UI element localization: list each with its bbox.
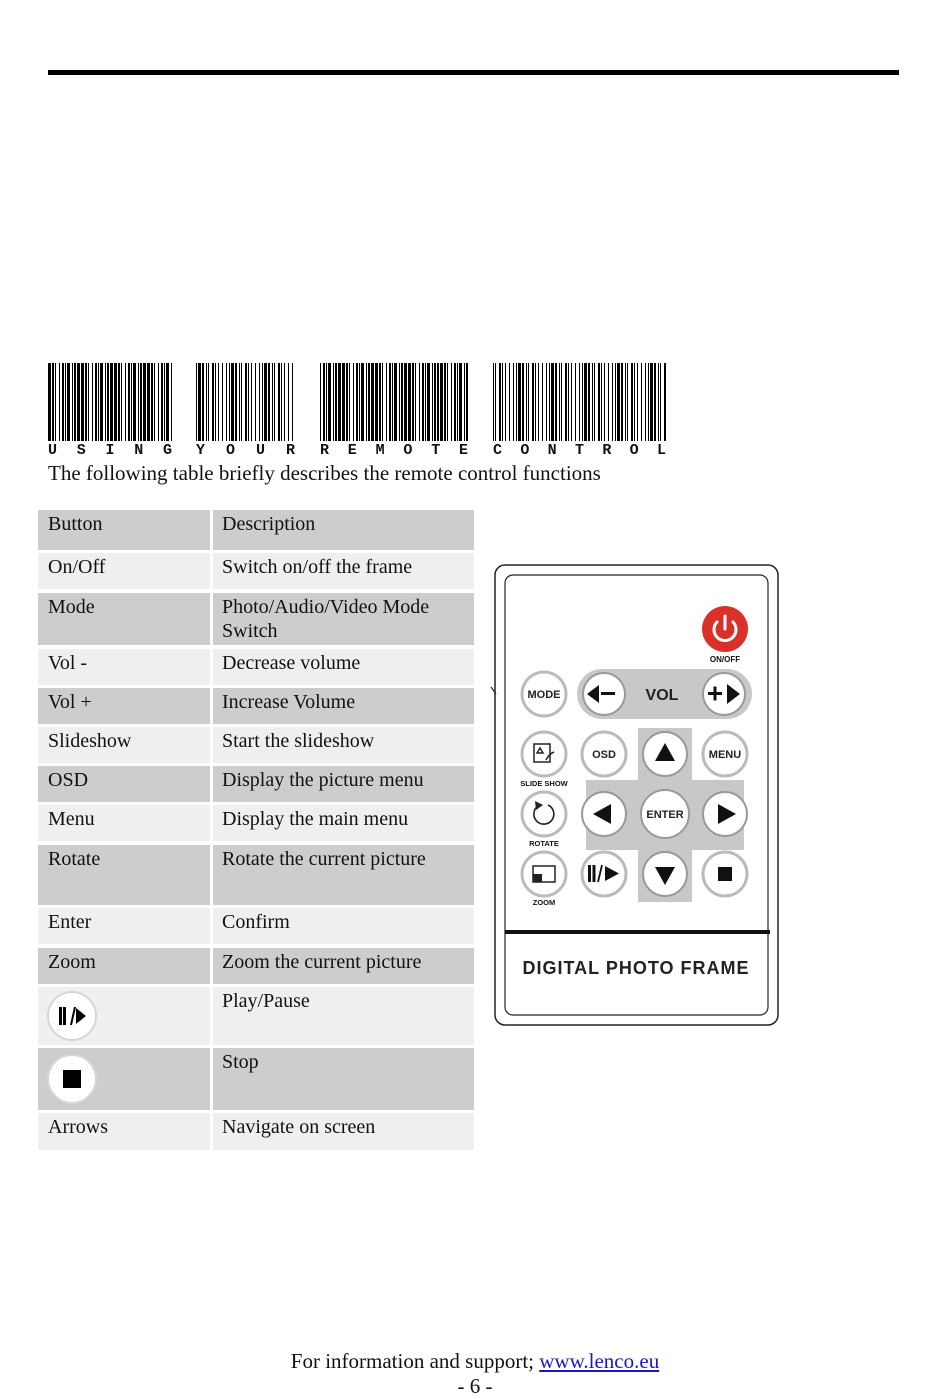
table-row bbox=[38, 766, 474, 802]
menu-label: MENU bbox=[708, 749, 742, 761]
table-row bbox=[38, 727, 474, 763]
support-link[interactable]: www.lenco.eu bbox=[539, 1349, 660, 1373]
row-description: Switch on/off the frame bbox=[213, 553, 474, 589]
table-row bbox=[38, 805, 474, 841]
row-button: Enter bbox=[38, 908, 210, 944]
play-pause-icon bbox=[47, 991, 97, 1041]
osd-label: OSD bbox=[592, 749, 616, 761]
row-description: Zoom the current picture bbox=[213, 948, 474, 984]
row-button: Vol - bbox=[38, 649, 210, 685]
row-button: On/Off bbox=[38, 553, 210, 589]
heading-word-your bbox=[196, 363, 295, 459]
heading-word-text bbox=[493, 442, 666, 459]
heading-letter: U bbox=[48, 442, 58, 459]
heading-letter: O bbox=[225, 442, 235, 459]
table-row bbox=[38, 845, 474, 905]
slideshow-label: SLIDE SHOW bbox=[520, 779, 568, 788]
heading-letter: O bbox=[403, 442, 413, 459]
row-button: Vol + bbox=[38, 688, 210, 724]
header-button: Button bbox=[38, 510, 210, 550]
table-row bbox=[38, 593, 474, 645]
barcode-bar bbox=[293, 363, 295, 441]
row-description: Play/Pause bbox=[213, 987, 474, 1045]
brand-label: DIGITAL PHOTO FRAME bbox=[522, 958, 750, 978]
barcode-bars bbox=[493, 363, 666, 441]
table-row bbox=[38, 1048, 474, 1110]
table-row bbox=[38, 553, 474, 589]
heading-letter: E bbox=[458, 442, 468, 459]
support-text: For information and support; bbox=[290, 1349, 540, 1373]
barcode-bars bbox=[320, 363, 468, 441]
barcode-bars bbox=[196, 363, 295, 441]
heading-letter: R bbox=[285, 442, 295, 459]
row-description: Confirm bbox=[213, 908, 474, 944]
row-button: Rotate bbox=[38, 845, 210, 905]
table-row bbox=[38, 908, 474, 944]
row-button: Zoom bbox=[38, 948, 210, 984]
row-description: Increase Volume bbox=[213, 688, 474, 724]
row-description: Photo/Audio/Video Mode Switch bbox=[213, 593, 474, 645]
row-description: Start the slideshow bbox=[213, 727, 474, 763]
heading-letter: L bbox=[656, 442, 666, 459]
zoom-button bbox=[522, 852, 566, 896]
vol-label: VOL bbox=[645, 687, 679, 704]
stop-icon bbox=[47, 1054, 97, 1104]
table-row bbox=[38, 649, 474, 685]
row-button: Mode bbox=[38, 593, 210, 645]
heading-letter: M bbox=[375, 442, 385, 459]
row-button bbox=[38, 987, 210, 1045]
heading-letter: O bbox=[520, 442, 530, 459]
top-rule bbox=[48, 70, 899, 75]
row-button: Arrows bbox=[38, 1113, 210, 1150]
table-row bbox=[38, 987, 474, 1045]
row-button: Slideshow bbox=[38, 727, 210, 763]
heading-letter: E bbox=[347, 442, 357, 459]
heading-letter: N bbox=[547, 442, 557, 459]
heading-letter: N bbox=[134, 442, 144, 459]
heading-word-text bbox=[48, 442, 172, 459]
support-line bbox=[0, 1349, 950, 1374]
page-footer bbox=[0, 1349, 950, 1399]
remote-control-illustration bbox=[488, 560, 784, 1032]
barcode-bar bbox=[466, 363, 468, 441]
page-number: - 6 - bbox=[457, 1374, 493, 1398]
row-description: Decrease volume bbox=[213, 649, 474, 685]
rotate-button bbox=[522, 792, 566, 836]
intro-text: The following table briefly describes the remote control functions bbox=[48, 461, 601, 485]
heading-letter: C bbox=[493, 442, 503, 459]
heading-word-control bbox=[493, 363, 666, 459]
table-header-row bbox=[38, 510, 474, 550]
heading-letter: R bbox=[320, 442, 330, 459]
enter-label: ENTER bbox=[646, 809, 684, 821]
heading-letter: S bbox=[76, 442, 86, 459]
row-description: Display the main menu bbox=[213, 805, 474, 841]
row-button: Menu bbox=[38, 805, 210, 841]
barcode-bar bbox=[664, 363, 666, 441]
onoff-label: ON/OFF bbox=[709, 655, 741, 664]
header-description: Description bbox=[213, 510, 474, 550]
row-description: Rotate the current picture bbox=[213, 845, 474, 905]
heading-word-text bbox=[320, 442, 468, 459]
mode-label: MODE bbox=[527, 689, 561, 701]
barcode-bar bbox=[171, 363, 172, 441]
heading-letter: G bbox=[162, 442, 172, 459]
slideshow-button bbox=[522, 732, 566, 776]
row-description: Display the picture menu bbox=[213, 766, 474, 802]
heading-letter: U bbox=[255, 442, 265, 459]
rotate-label: ROTATE bbox=[529, 839, 559, 848]
zoom-label: ZOOM bbox=[532, 898, 556, 907]
table-row bbox=[38, 1113, 474, 1150]
table-row bbox=[38, 688, 474, 724]
row-description: Navigate on screen bbox=[213, 1113, 474, 1150]
heading-letter: I bbox=[105, 442, 115, 459]
heading-letter: Y bbox=[196, 442, 206, 459]
row-description: Stop bbox=[213, 1048, 474, 1110]
heading-word-remote bbox=[320, 363, 468, 459]
row-button: OSD bbox=[38, 766, 210, 802]
heading-letter: O bbox=[629, 442, 639, 459]
heading-word-text bbox=[196, 442, 295, 459]
barcode-bars bbox=[48, 363, 172, 441]
heading-letter: T bbox=[431, 442, 441, 459]
stop-icon bbox=[718, 867, 732, 881]
heading-letter: T bbox=[574, 442, 584, 459]
heading-word-using bbox=[48, 363, 172, 459]
row-button bbox=[38, 1048, 210, 1110]
table-row bbox=[38, 948, 474, 984]
heading-letter: R bbox=[602, 442, 612, 459]
